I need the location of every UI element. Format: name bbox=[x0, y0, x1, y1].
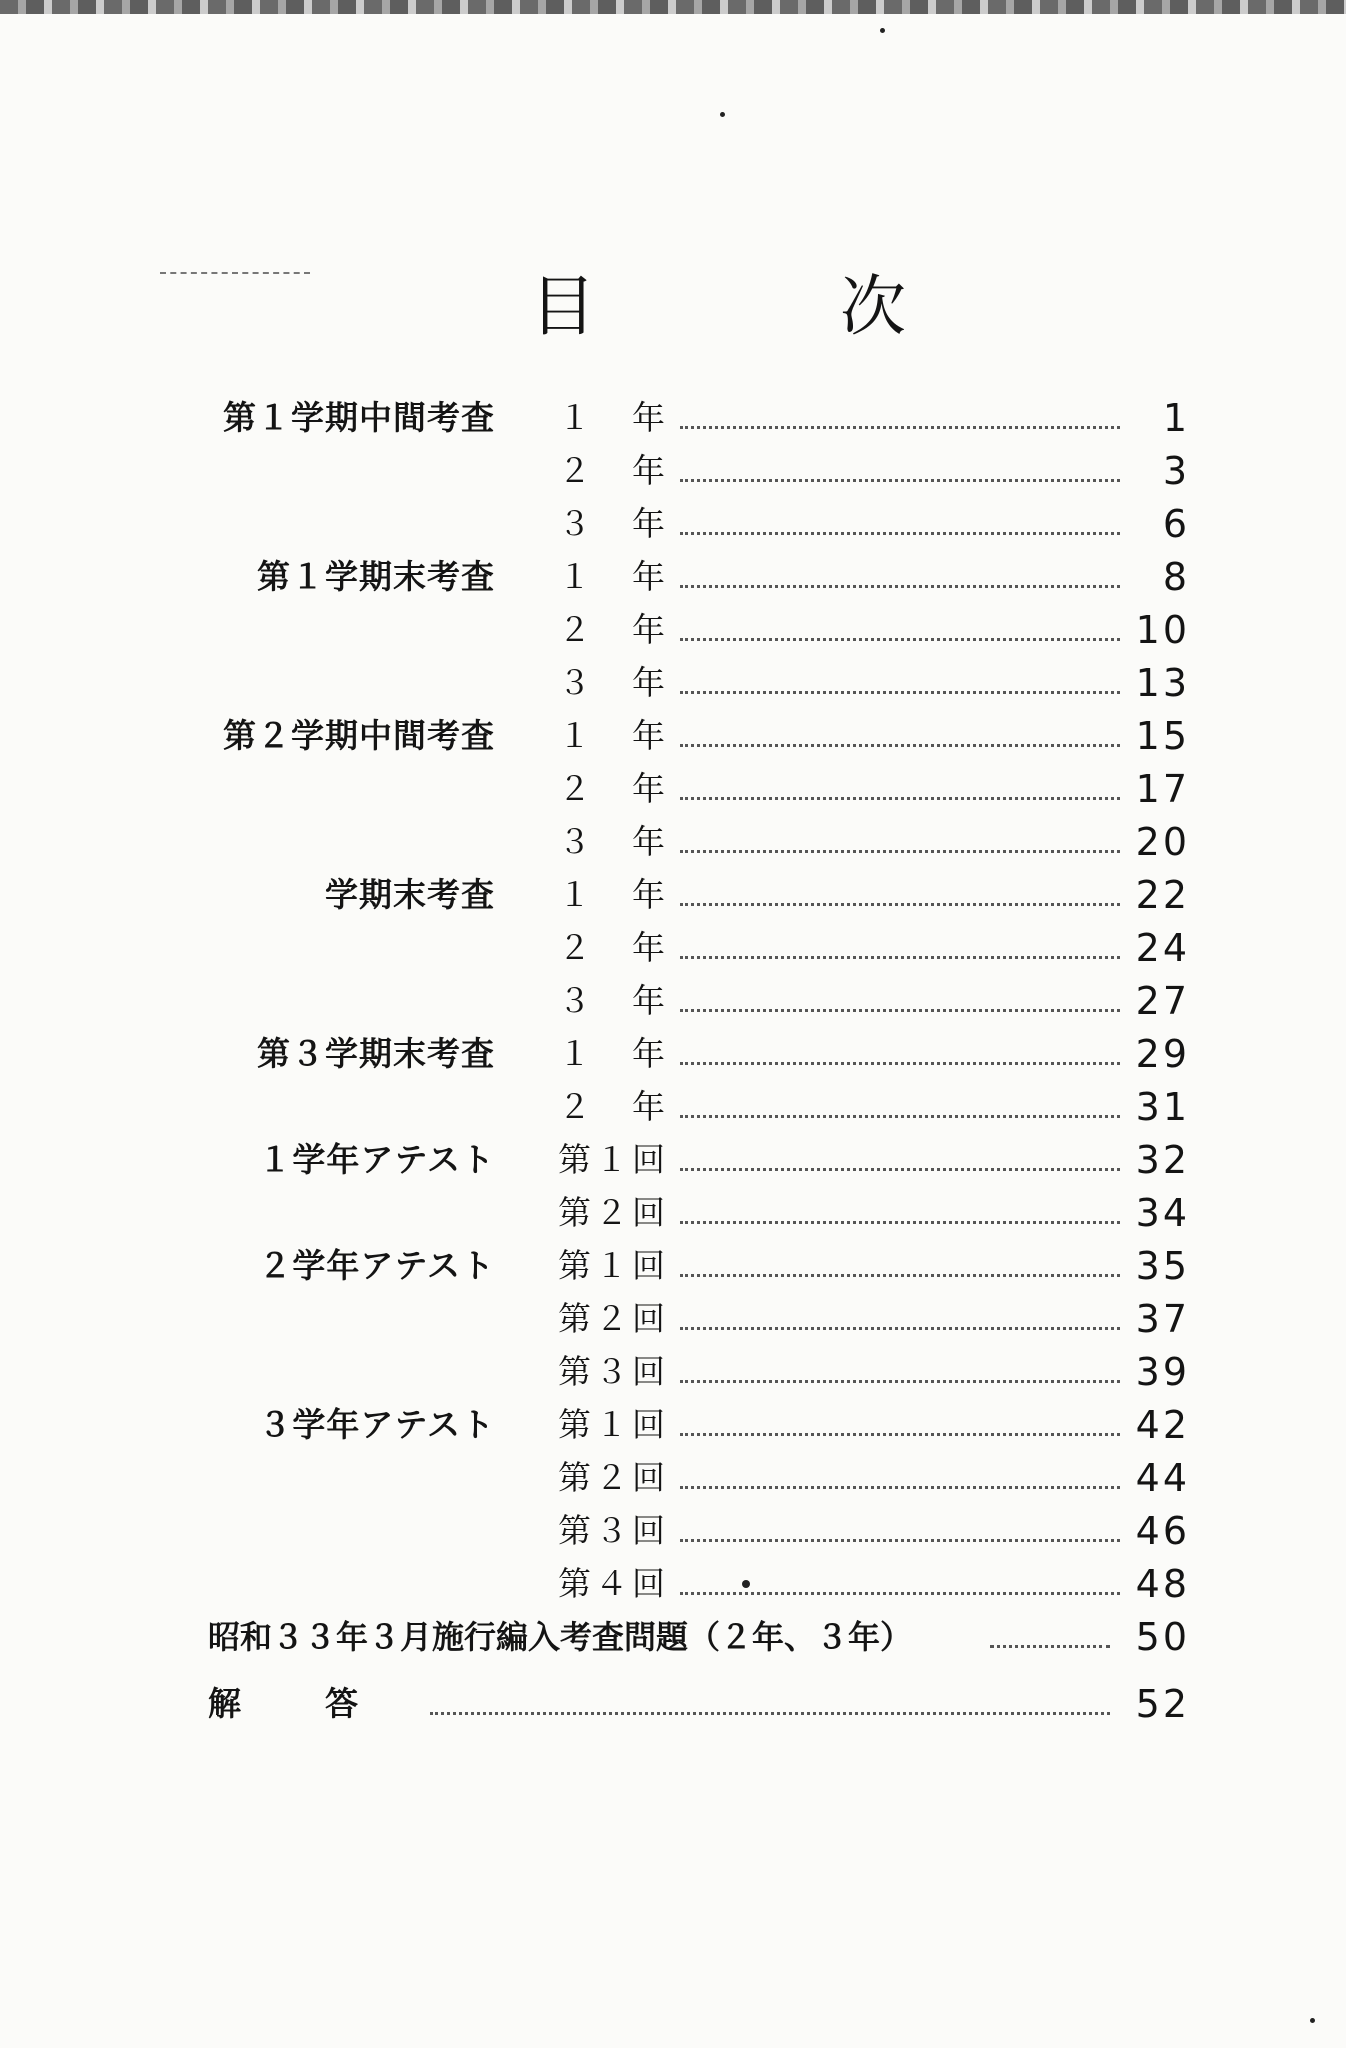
toc-entry[interactable] bbox=[0, 1187, 1346, 1239]
toc-leader bbox=[680, 1221, 1120, 1224]
toc-entry[interactable] bbox=[0, 604, 1346, 656]
toc-page-number: 15 bbox=[1135, 714, 1190, 758]
toc-section: 学期末考査 bbox=[325, 875, 495, 914]
toc-leader bbox=[680, 691, 1120, 694]
toc-entry[interactable] bbox=[0, 922, 1346, 974]
scan-top-edge bbox=[0, 0, 1346, 14]
toc-leader bbox=[680, 1062, 1120, 1065]
toc-entry[interactable] bbox=[0, 763, 1346, 815]
page-title bbox=[0, 262, 1346, 352]
title-char-2: 次 bbox=[840, 268, 906, 345]
title-char-1: 目 bbox=[530, 268, 596, 345]
toc-entry[interactable] bbox=[0, 498, 1346, 550]
toc-subitem: ２ 年 bbox=[558, 1087, 669, 1126]
toc-leader bbox=[680, 1168, 1120, 1171]
toc-leader bbox=[680, 903, 1120, 906]
toc-entry[interactable] bbox=[0, 1452, 1346, 1504]
toc-entry[interactable] bbox=[0, 1558, 1346, 1610]
toc-page-number: 52 bbox=[1135, 1682, 1190, 1726]
toc-page-number: 44 bbox=[1135, 1456, 1190, 1500]
toc-subitem: ２ 年 bbox=[558, 610, 669, 649]
toc-leader bbox=[680, 1486, 1120, 1489]
toc-page-number: 32 bbox=[1135, 1138, 1190, 1182]
toc-subitem: 第３回 bbox=[558, 1352, 669, 1391]
toc-page-number: 29 bbox=[1135, 1032, 1190, 1076]
toc-page-number: 50 bbox=[1135, 1615, 1190, 1659]
toc-leader bbox=[680, 532, 1120, 535]
toc-entry-answers[interactable] bbox=[0, 1678, 1346, 1730]
toc-section: 第１学期末考査 bbox=[257, 557, 495, 596]
toc-section: 第１学期中間考査 bbox=[223, 398, 495, 437]
toc-page-number: 31 bbox=[1135, 1085, 1190, 1129]
toc-subitem: 第１回 bbox=[558, 1140, 669, 1179]
toc-subitem: ３ 年 bbox=[558, 504, 669, 543]
toc-entry[interactable] bbox=[0, 392, 1346, 444]
toc-entry-special-exam[interactable] bbox=[0, 1611, 1346, 1663]
toc-page-number: 27 bbox=[1135, 979, 1190, 1023]
toc-page-number: 8 bbox=[1162, 555, 1190, 599]
toc-subitem: ２ 年 bbox=[558, 769, 669, 808]
toc-subitem: ３ 年 bbox=[558, 981, 669, 1020]
toc-page-number: 35 bbox=[1135, 1244, 1190, 1288]
toc-leader bbox=[680, 1380, 1120, 1383]
toc-entry[interactable] bbox=[0, 1240, 1346, 1292]
toc-subitem: ２ 年 bbox=[558, 451, 669, 490]
toc-leader bbox=[680, 850, 1120, 853]
toc-page-number: 37 bbox=[1135, 1297, 1190, 1341]
toc-entry[interactable] bbox=[0, 1399, 1346, 1451]
toc-entry[interactable] bbox=[0, 869, 1346, 921]
toc-page-number: 6 bbox=[1162, 502, 1190, 546]
toc-subitem: ２ 年 bbox=[558, 928, 669, 967]
toc-page-number: 1 bbox=[1162, 396, 1190, 440]
toc-page-number: 17 bbox=[1135, 767, 1190, 811]
toc-leader bbox=[680, 1539, 1120, 1542]
toc-entry[interactable] bbox=[0, 551, 1346, 603]
toc-subitem: 第２回 bbox=[558, 1193, 669, 1232]
toc-section: 第２学期中間考査 bbox=[223, 716, 495, 755]
toc-subitem: １ 年 bbox=[558, 557, 669, 596]
toc-leader bbox=[430, 1712, 1110, 1715]
toc-leader bbox=[680, 1009, 1120, 1012]
toc-section: ３学年アテスト bbox=[258, 1405, 495, 1444]
scan-speck bbox=[720, 112, 725, 117]
toc-page-number: 13 bbox=[1135, 661, 1190, 705]
toc-leader bbox=[680, 638, 1120, 641]
toc-leader bbox=[680, 797, 1120, 800]
toc-entry[interactable] bbox=[0, 1293, 1346, 1345]
toc-leader bbox=[680, 744, 1120, 747]
toc-subitem: 第１回 bbox=[558, 1246, 669, 1285]
toc-entry[interactable] bbox=[0, 816, 1346, 868]
toc-leader bbox=[680, 1115, 1120, 1118]
toc-subitem: 第２回 bbox=[558, 1299, 669, 1338]
toc-entry[interactable] bbox=[0, 1028, 1346, 1080]
toc-entry[interactable] bbox=[0, 445, 1346, 497]
toc-entry[interactable] bbox=[0, 1346, 1346, 1398]
toc-leader bbox=[680, 1327, 1120, 1330]
toc-subitem: 第１回 bbox=[558, 1405, 669, 1444]
toc-leader bbox=[990, 1645, 1110, 1648]
scan-speck bbox=[1310, 2018, 1315, 2023]
toc-subitem: 第３回 bbox=[558, 1511, 669, 1550]
toc-subitem: １ 年 bbox=[558, 1034, 669, 1073]
toc-entry[interactable] bbox=[0, 1505, 1346, 1557]
toc-special-label: 昭和３３年３月施行編入考査問題（２年、３年） bbox=[208, 1618, 913, 1656]
toc-entry[interactable] bbox=[0, 975, 1346, 1027]
toc-section: １学年アテスト bbox=[258, 1140, 495, 1179]
toc-leader bbox=[680, 1592, 1120, 1595]
toc-subitem: １ 年 bbox=[558, 875, 669, 914]
toc-page-number: 24 bbox=[1135, 926, 1190, 970]
toc-leader bbox=[680, 479, 1120, 482]
toc-subitem: 第２回 bbox=[558, 1458, 669, 1497]
toc-page-number: 39 bbox=[1135, 1350, 1190, 1394]
toc-entry[interactable] bbox=[0, 657, 1346, 709]
toc-subitem: ３ 年 bbox=[558, 663, 669, 702]
toc-subitem: 第４回 bbox=[558, 1564, 669, 1603]
toc-page-number: 20 bbox=[1135, 820, 1190, 864]
toc-leader bbox=[680, 585, 1120, 588]
toc-subitem: １ 年 bbox=[558, 716, 669, 755]
toc-page-number: 22 bbox=[1135, 873, 1190, 917]
scan-speck bbox=[880, 28, 885, 33]
toc-answers-label: 解 答 bbox=[208, 1684, 364, 1723]
toc-entry[interactable] bbox=[0, 1134, 1346, 1186]
toc-leader bbox=[680, 1274, 1120, 1277]
toc-page-number: 42 bbox=[1135, 1403, 1190, 1447]
toc-page-number: 48 bbox=[1135, 1562, 1190, 1606]
toc-page-number: 46 bbox=[1135, 1509, 1190, 1553]
toc-section: ２学年アテスト bbox=[258, 1246, 495, 1285]
toc-page-number: 3 bbox=[1162, 449, 1190, 493]
toc-leader bbox=[680, 1433, 1120, 1436]
toc-entry[interactable] bbox=[0, 1081, 1346, 1133]
toc-page-number: 10 bbox=[1135, 608, 1190, 652]
toc-subitem: １ 年 bbox=[558, 398, 669, 437]
toc-leader bbox=[680, 426, 1120, 429]
toc-subitem: ３ 年 bbox=[558, 822, 669, 861]
toc-section: 第３学期末考査 bbox=[257, 1034, 495, 1073]
toc-leader bbox=[680, 956, 1120, 959]
toc-entry[interactable] bbox=[0, 710, 1346, 762]
toc-page-number: 34 bbox=[1135, 1191, 1190, 1235]
